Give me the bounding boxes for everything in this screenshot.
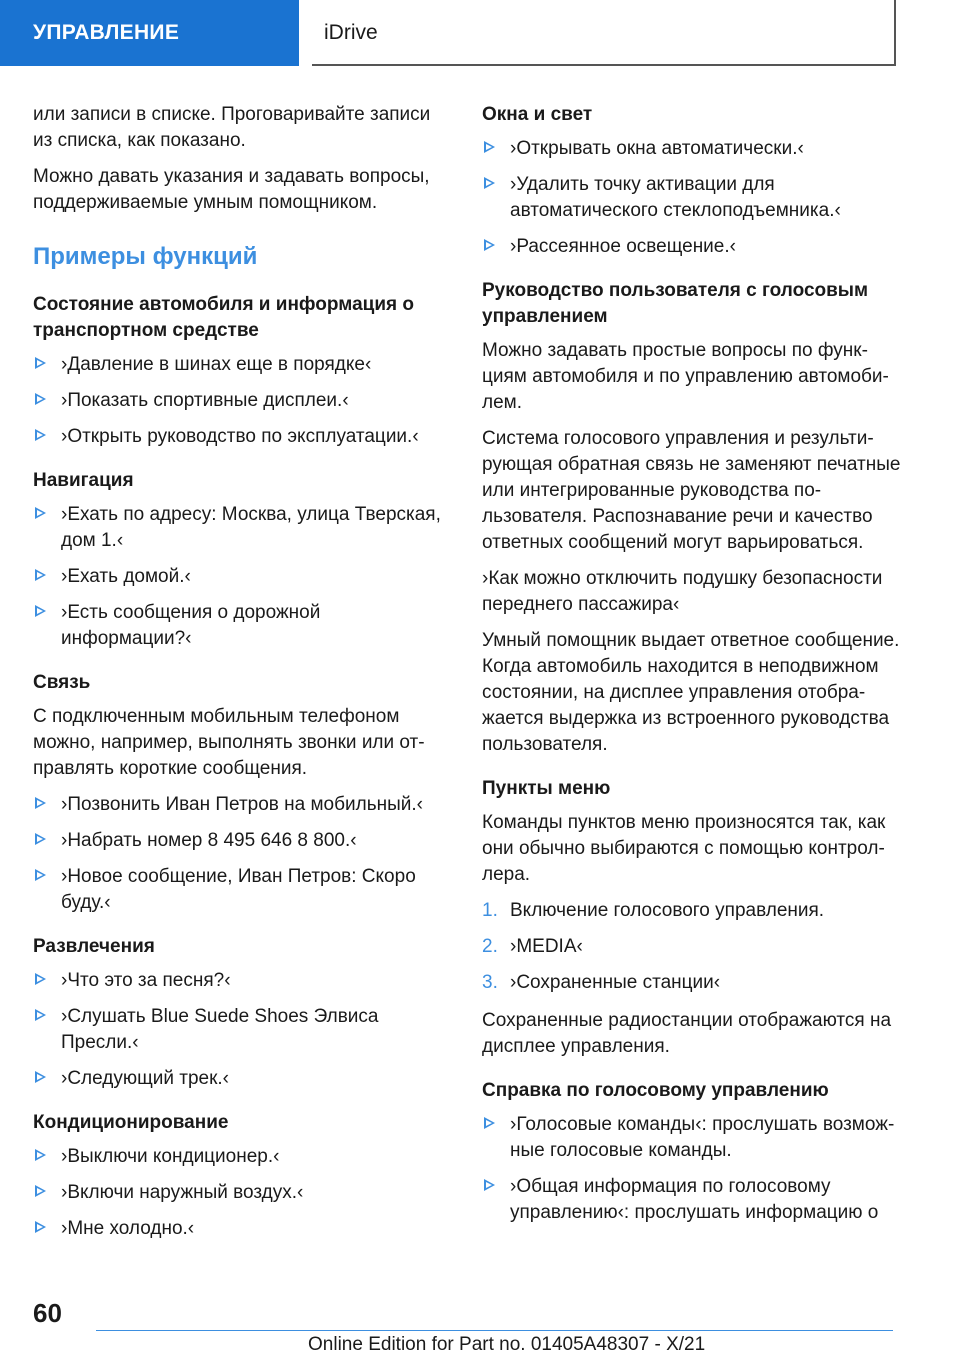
intro-paragraph: или записи в списке. Проговаривайте записи из списка, как показано. [33,104,431,151]
triangle-bullet-icon [35,1149,46,1161]
navigation-list [33,502,453,652]
climate-heading: Кондиционирование [33,1112,229,1133]
list-item: ›Ехать по адресу: Москва, улица Тверская, дом 1.‹ [33,502,453,554]
communication-heading: Связь [33,672,91,693]
windows-list [482,136,902,260]
help-heading: Справка по голосовому управлению [482,1080,829,1101]
list-item: ›Показать спортивные дисплеи.‹ [33,388,453,414]
list-item: ›Ехать домой.‹ [33,564,453,590]
triangle-bullet-icon [35,507,46,519]
left-column [33,102,453,1254]
intro-paragraph: Можно давать указания и задавать вопросы, поддерживаемые умным помощником. [33,166,430,213]
list-item: ›Следующий трек.‹ [33,1066,453,1092]
menu-heading: Пункты меню [482,778,611,799]
list-item: ›Голосовые команды‹: прослушать возможные голосовые команды. [482,1112,902,1164]
triangle-bullet-icon [35,1071,46,1083]
edition-text: Online Edition for Part no. 01405A48307 - X/21 [308,1334,706,1355]
triangle-bullet-icon [35,1221,46,1233]
list-item: ›Набрать номер 8 495 646 8 800.‹ [33,828,453,854]
triangle-bullet-icon [35,1185,46,1197]
manual-text: Можно задавать простые вопросы по функциям автомобиля и по управлению автомобилем. [482,340,889,413]
list-item: ›Удалить точку активации для автоматического стеклоподъемника.‹ [482,172,902,224]
step-item: 3. ›Сохраненные станции‹ [482,970,902,996]
manual-text: ›Как можно отключить подушку безопасности переднего пассажира‹ [482,568,883,615]
triangle-bullet-icon [35,357,46,369]
list-item: ›Слушать Blue Suede Shoes Элвиса Пресли.‹ [33,1004,453,1056]
list-item: ›Открывать окна автоматически.‹ [482,136,902,162]
manual-heading: Руководство пользователя с голосовым управлением [482,280,869,327]
triangle-bullet-icon [35,393,46,405]
list-item: ›Позвонить Иван Петров на мобильный.‹ [33,792,453,818]
list-item: ›Включи наружный воздух.‹ [33,1180,453,1206]
communication-text: С подключенным мобильным телефоном можно, например, выполнять звонки или отправлять короткие сообщения. [33,706,425,779]
menu-after-text: Сохраненные радиостанции отображаются на дисплее управления. [482,1010,892,1057]
manual-text: Умный помощник выдает ответное сообщение. Когда автомобиль находится в неподвижном состоянии, на дисплее управления отображается выдержка из встроенного руководства пользователя. [482,630,900,755]
vehicle-list [33,352,453,450]
section-title: УПРАВЛЕНИЕ [0,0,299,66]
triangle-bullet-icon [484,1179,495,1191]
vehicle-heading: Состояние автомобиля и информация о транспортном средстве [33,294,414,341]
entertainment-list [33,968,453,1092]
list-item: ›Общая информация по голосовому управлению‹: прослушать информацию о [482,1174,902,1226]
triangle-bullet-icon [484,141,495,153]
footer-divider [96,1330,893,1331]
triangle-bullet-icon [484,177,495,189]
triangle-bullet-icon [35,869,46,881]
list-item: ›Что это за песня?‹ [33,968,453,994]
list-item: ›Выключи кондиционер.‹ [33,1144,453,1170]
chapter-title: iDrive [312,0,896,66]
triangle-bullet-icon [35,605,46,617]
help-list [482,1112,902,1226]
triangle-bullet-icon [35,797,46,809]
triangle-bullet-icon [35,1009,46,1021]
list-item: ›Рассеянное освещение.‹ [482,234,902,260]
communication-list [33,792,453,916]
triangle-bullet-icon [35,833,46,845]
step-item: 1. Включение голосового управления. [482,898,902,924]
menu-steps [482,898,902,996]
list-item: ›Есть сообщения о дорожной информации?‹ [33,600,453,652]
step-item: 2. ›MEDIA‹ [482,934,902,960]
list-item: ›Давление в шинах еще в порядке‹ [33,352,453,378]
step-number: 1. [482,900,498,921]
triangle-bullet-icon [484,1117,495,1129]
list-item: ›Мне холодно.‹ [33,1216,453,1242]
triangle-bullet-icon [484,239,495,251]
climate-list [33,1144,453,1242]
right-column [482,102,902,1238]
triangle-bullet-icon [35,429,46,441]
step-number: 2. [482,936,498,957]
triangle-bullet-icon [35,973,46,985]
page-number: 60 [33,1298,62,1328]
navigation-heading: Навигация [33,470,134,491]
triangle-bullet-icon [35,569,46,581]
step-number: 3. [482,972,498,993]
list-item: ›Открыть руководство по эксплуатации.‹ [33,424,453,450]
list-item: ›Новое сообщение, Иван Петров: Скоро буду.‹ [33,864,453,916]
manual-text: Система голосового управления и результирующая обратная связь не заменяют печатные или интегрированные руководства пользователя. Распознавание речи и качество ответных сообщений могут варьироваться. [482,428,901,553]
entertainment-heading: Развлечения [33,936,155,957]
menu-text: Команды пунктов меню произносятся так, как они обычно выбираются с помощью контроллера. [482,812,886,885]
windows-heading: Окна и свет [482,104,593,125]
examples-heading: Примеры функций [33,243,258,270]
